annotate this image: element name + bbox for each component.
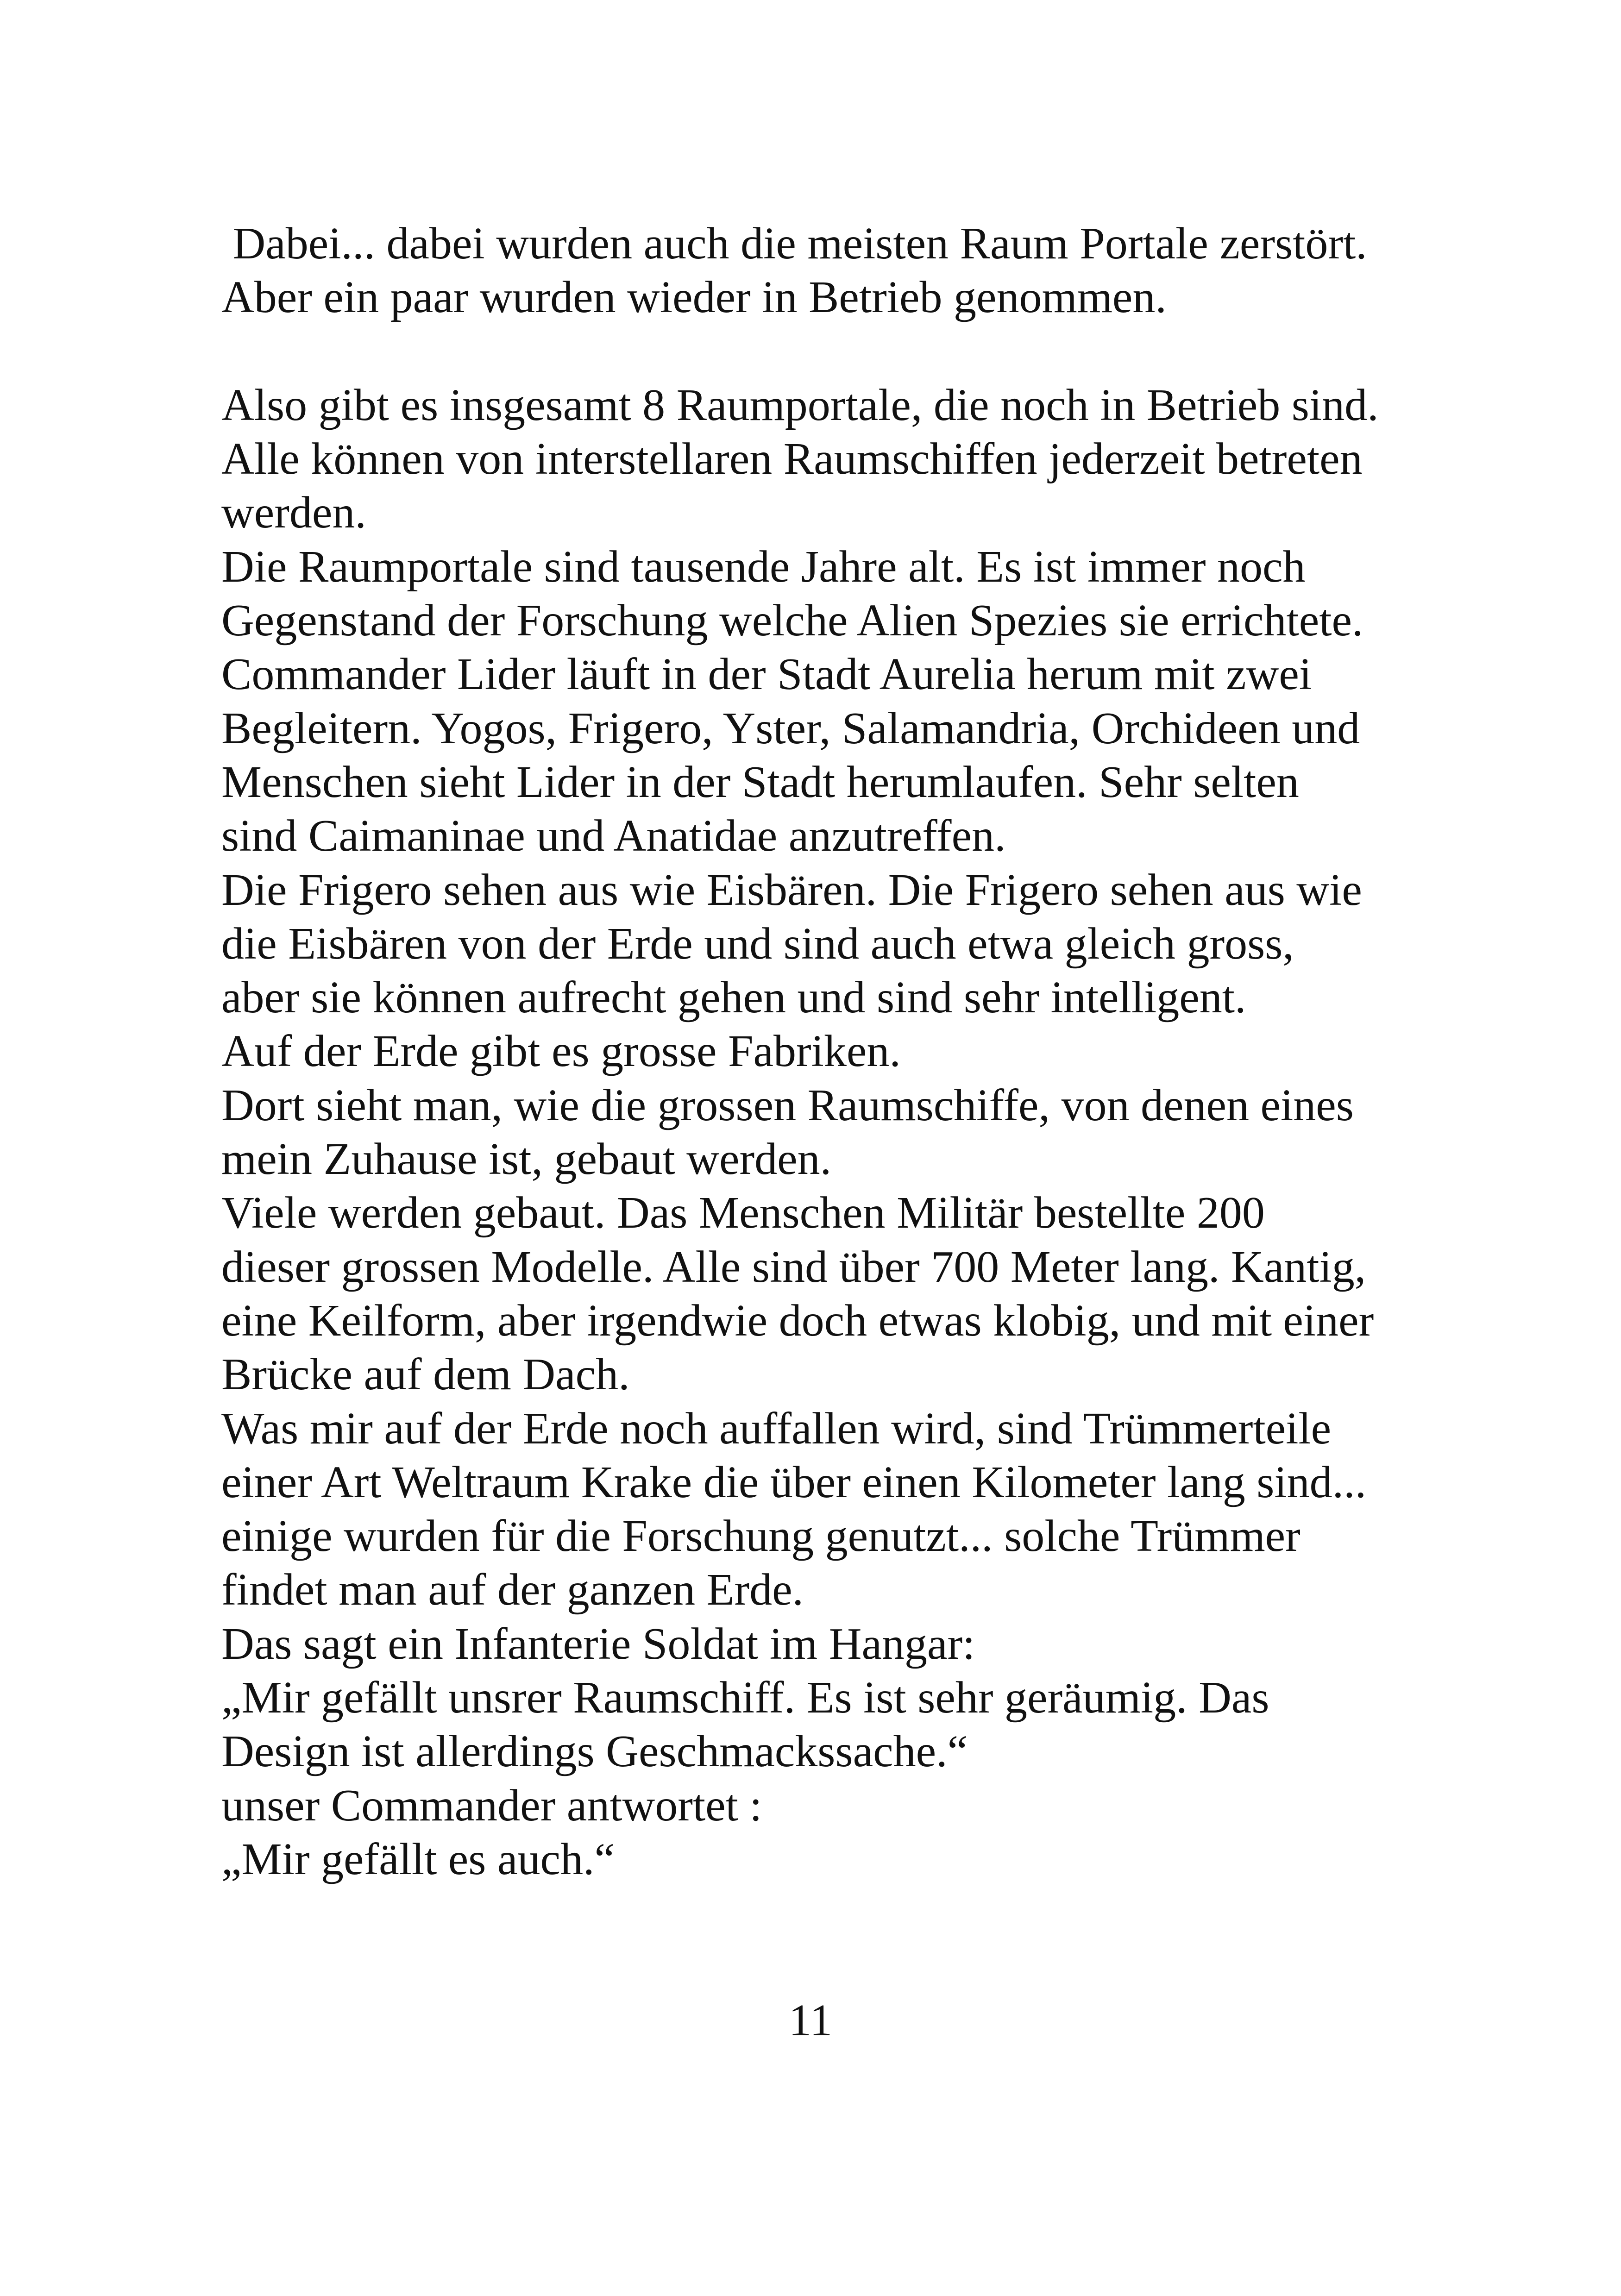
text-line: Brücke auf dem Dach.	[221, 1349, 630, 1400]
text-line: Das sagt ein Infanterie Soldat im Hangar:	[221, 1618, 975, 1669]
text-line: einer Art Weltraum Krake die über einen Kilometer lang sind...	[221, 1457, 1367, 1507]
page-number: 11	[788, 1995, 833, 2045]
text-line: findet man auf der ganzen Erde.	[221, 1565, 804, 1615]
text-line: Menschen sieht Lider in der Stadt herumlaufen. Sehr selten	[221, 757, 1299, 807]
blank-line	[221, 325, 1472, 378]
text-line: eine Keilform, aber irgendwie doch etwas klobig, und mit einer	[221, 1295, 1374, 1346]
text-line: sind Caimaninae und Anatidae anzutreffen.	[221, 811, 1006, 861]
text-line: Design ist allerdings Geschmackssache.“	[221, 1726, 968, 1777]
text-line: Die Frigero sehen aus wie Eisbären. Die Frigero sehen aus wie	[221, 865, 1362, 915]
text-line: Die Raumportale sind tausende Jahre alt. Es ist immer noch	[221, 541, 1306, 592]
text-line: Aber ein paar wurden wieder in Betrieb genommen.	[221, 272, 1167, 323]
text-line: Commander Lider läuft in der Stadt Aurelia herum mit zwei	[221, 649, 1312, 700]
text-line: unser Commander antwortet :	[221, 1780, 762, 1831]
text-line: Dort sieht man, wie die grossen Raumschiffe, von denen eines	[221, 1080, 1354, 1130]
text-line: Dabei... dabei wurden auch die meisten Raum Portale zerstört.	[221, 219, 1367, 269]
text-line: Viele werden gebaut. Das Menschen Militär bestellte 200	[221, 1188, 1265, 1238]
text-line: mein Zuhause ist, gebaut werden.	[221, 1134, 832, 1185]
text-line: dieser grossen Modelle. Alle sind über 700 Meter lang. Kantig,	[221, 1242, 1366, 1292]
text-line: „Mir gefällt unsrer Raumschiff. Es ist sehr geräumig. Das	[221, 1673, 1269, 1723]
text-line: Gegenstand der Forschung welche Alien Spezies sie errichtete.	[221, 596, 1363, 646]
text-line: „Mir gefällt es auch.“	[221, 1834, 615, 1884]
text-line: Also gibt es insgesamt 8 Raumportale, die noch in Betrieb sind.	[221, 380, 1379, 430]
text-line: Alle können von interstellaren Raumschiffen jederzeit betreten	[221, 434, 1363, 484]
body-text	[221, 217, 1472, 1886]
text-line: werden.	[221, 488, 366, 538]
text-line: einige wurden für die Forschung genutzt... solche Trümmer	[221, 1511, 1301, 1562]
text-line: Begleitern. Yogos, Frigero, Yster, Salamandria, Orchideen und	[221, 703, 1360, 753]
text-line: Was mir auf der Erde noch auffallen wird, sind Trümmerteile	[221, 1403, 1332, 1454]
text-line: die Eisbären von der Erde und sind auch etwa gleich gross,	[221, 918, 1294, 969]
text-line: Auf der Erde gibt es grosse Fabriken.	[221, 1026, 901, 1077]
text-line: aber sie können aufrecht gehen und sind sehr intelligent.	[221, 972, 1246, 1023]
